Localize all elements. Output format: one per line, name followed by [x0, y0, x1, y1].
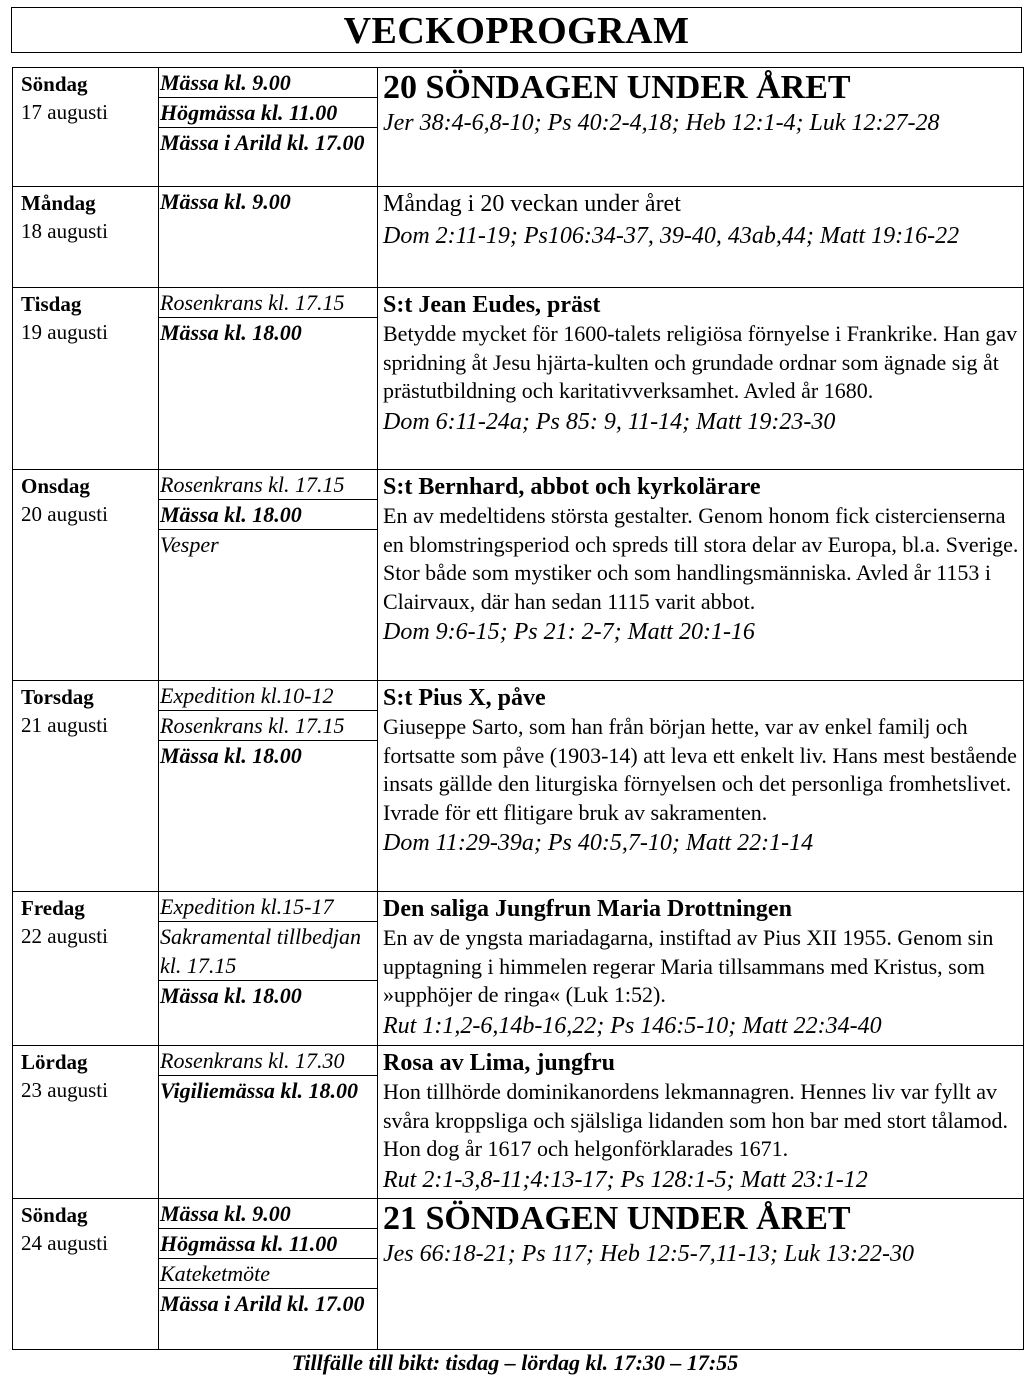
- service-item: Mässa i Arild kl. 17.00: [160, 1291, 365, 1316]
- day-row: [13, 68, 1024, 187]
- day-name: Måndag: [21, 191, 96, 215]
- bible-readings: Dom 6:11-24a; Ps 85: 9, 11-14; Matt 19:23-30: [383, 408, 836, 435]
- feast-title: Måndag i 20 veckan under året: [383, 191, 681, 217]
- bible-readings: Rut 1:1,2-6,14b-16,22; Ps 146:5-10; Matt 22:34-40: [383, 1012, 882, 1039]
- day-row: [13, 288, 1024, 470]
- day-cell: [13, 892, 159, 1046]
- services-cell: [159, 681, 378, 892]
- confession-note: Tillfälle till bikt: tisdag – lördag kl. 17:30 – 17:55: [291, 1350, 739, 1375]
- day-date: 20 augusti: [21, 502, 108, 526]
- bible-readings: Rut 2:1-3,8-11;4:13-17; Ps 128:1-5; Matt 23:1-12: [383, 1166, 868, 1193]
- day-name: Tisdag: [21, 292, 82, 316]
- service-item: Rosenkrans kl. 17.15: [159, 288, 377, 318]
- feast-title: S:t Bernhard, abbot och kyrkolärare: [383, 474, 761, 500]
- bible-readings: Dom 2:11-19; Ps106:34-37, 39-40, 43ab,44; Matt 19:16-22: [383, 223, 960, 249]
- day-name: Fredag: [21, 896, 85, 920]
- day-date: 21 augusti: [21, 713, 108, 737]
- day-cell: [13, 187, 159, 288]
- day-cell: [13, 1199, 159, 1350]
- liturgy-cell: [378, 68, 1024, 187]
- day-row: [13, 1199, 1024, 1350]
- service-item: Mässa kl. 9.00: [159, 68, 377, 98]
- liturgy-cell: [378, 892, 1024, 1046]
- day-name: Torsdag: [21, 685, 94, 709]
- feast-title: 21 SÖNDAGEN UNDER ÅRET: [383, 1200, 851, 1237]
- liturgy-cell: [378, 187, 1024, 288]
- saint-description: Giuseppe Sarto, som han från början hette, var av enkel familj och fortsatte som påve (1903-14) att leva ett enkelt liv. Hans mest bestående insats gällde den liturgiska förnyelsen och det personliga fromhetslivet. Ivrade för ett flitigare bruk av sakramenten.: [383, 714, 1017, 825]
- day-cell: [13, 470, 159, 681]
- liturgy-cell: [378, 1046, 1024, 1199]
- day-date: 19 augusti: [21, 320, 108, 344]
- service-item: Vesper: [160, 532, 219, 557]
- services-cell: [159, 1199, 378, 1350]
- week-schedule-table: [12, 67, 1024, 1350]
- day-date: 23 augusti: [21, 1078, 108, 1102]
- feast-title: 20 SÖNDAGEN UNDER ÅRET: [383, 69, 851, 106]
- day-name: Onsdag: [21, 474, 90, 498]
- feast-title: S:t Pius X, påve: [383, 685, 546, 711]
- liturgy-cell: [378, 1199, 1024, 1350]
- services-cell: [159, 187, 378, 288]
- day-date: 17 augusti: [21, 100, 108, 124]
- service-item: Mässa kl. 9.00: [159, 1199, 377, 1229]
- bible-readings: Dom 9:6-15; Ps 21: 2-7; Matt 20:1-16: [383, 619, 755, 645]
- service-item: Mässa kl. 18.00: [160, 983, 302, 1008]
- bible-readings: Jes 66:18-21; Ps 117; Heb 12:5-7,11-13; Luk 13:22-30: [383, 1241, 914, 1267]
- saint-description: En av de yngsta mariadagarna, instiftad av Pius XII 1955. Genom sin upptagning i himmelen regerar Maria tillsammans med Kristus, som »upphöjer de ringa« (Luk 1:52).: [383, 925, 994, 1007]
- service-item: Mässa kl. 18.00: [159, 500, 377, 530]
- services-cell: [159, 892, 378, 1046]
- services-cell: [159, 288, 378, 470]
- saint-description: En av medeltidens största gestalter. Genom honom fick cistercienserna en blomstringsperiod och spreds till stora delar av Europa, bl.a. Sverige. Stor både som mystiker och som handlingsmänniska. Avled år 1153 i Clairvaux, där han sedan 1115 varit abbot.: [383, 503, 1019, 614]
- service-item: Mässa kl. 18.00: [160, 320, 302, 345]
- liturgy-cell: [378, 681, 1024, 892]
- day-row: [13, 470, 1024, 681]
- day-row: [13, 1046, 1024, 1199]
- day-row: [13, 187, 1024, 288]
- service-item: Rosenkrans kl. 17.15: [159, 711, 377, 741]
- day-cell: [13, 681, 159, 892]
- service-item: Expedition kl.15-17: [159, 892, 377, 922]
- day-row: [13, 681, 1024, 892]
- service-item: Kateketmöte: [159, 1259, 377, 1289]
- services-cell: [159, 1046, 378, 1199]
- page-title: VECKOPROGRAM: [343, 10, 690, 52]
- service-item: Mässa kl. 9.00: [160, 189, 291, 214]
- bible-readings: Jer 38:4-6,8-10; Ps 40:2-4,18; Heb 12:1-4; Luk 12:27-28: [383, 110, 940, 136]
- service-item: Vigiliemässa kl. 18.00: [160, 1078, 359, 1103]
- day-name: Söndag: [21, 1203, 88, 1227]
- day-row: [13, 892, 1024, 1046]
- day-name: Söndag: [21, 72, 88, 96]
- day-date: 22 augusti: [21, 924, 108, 948]
- service-item: Mässa kl. 18.00: [160, 743, 302, 768]
- service-item: Högmässa kl. 11.00: [159, 98, 377, 128]
- feast-title: Den saliga Jungfrun Maria Drottningen: [383, 896, 792, 922]
- service-item: Rosenkrans kl. 17.30: [159, 1046, 377, 1076]
- day-cell: [13, 288, 159, 470]
- day-date: 18 augusti: [21, 219, 108, 243]
- title-box: [11, 7, 1022, 53]
- feast-title: Rosa av Lima, jungfru: [383, 1050, 616, 1076]
- service-item: Mässa i Arild kl. 17.00: [160, 130, 365, 155]
- day-name: Lördag: [21, 1050, 88, 1074]
- day-cell: [13, 68, 159, 187]
- service-item: Expedition kl.10-12: [159, 681, 377, 711]
- bible-readings: Dom 11:29-39a; Ps 40:5,7-10; Matt 22:1-14: [383, 830, 814, 856]
- day-cell: [13, 1046, 159, 1199]
- services-cell: [159, 68, 378, 187]
- services-cell: [159, 470, 378, 681]
- service-item: Rosenkrans kl. 17.15: [159, 470, 377, 500]
- feast-title: S:t Jean Eudes, präst: [383, 292, 601, 318]
- saint-description: Hon tillhörde dominikanordens lekmannagren. Hennes liv var fyllt av svåra kroppsliga och själsliga lidanden som hon bar med stort tålamod. Hon dog år 1617 och helgonförklarades 1671.: [383, 1079, 1009, 1161]
- day-date: 24 augusti: [21, 1231, 108, 1255]
- liturgy-cell: [378, 288, 1024, 470]
- liturgy-cell: [378, 470, 1024, 681]
- saint-description: Betydde mycket för 1600-talets religiösa förnyelse i Frankrike. Han gav spridning åt Jesu hjärta-kulten och grundade ordnar som ägnade sig åt prästutbildning och karitativverksamhet. Avled år 1680.: [383, 321, 1018, 403]
- service-item: Högmässa kl. 11.00: [159, 1229, 377, 1259]
- service-item: Sakramental tillbedjan kl. 17.15: [159, 922, 377, 981]
